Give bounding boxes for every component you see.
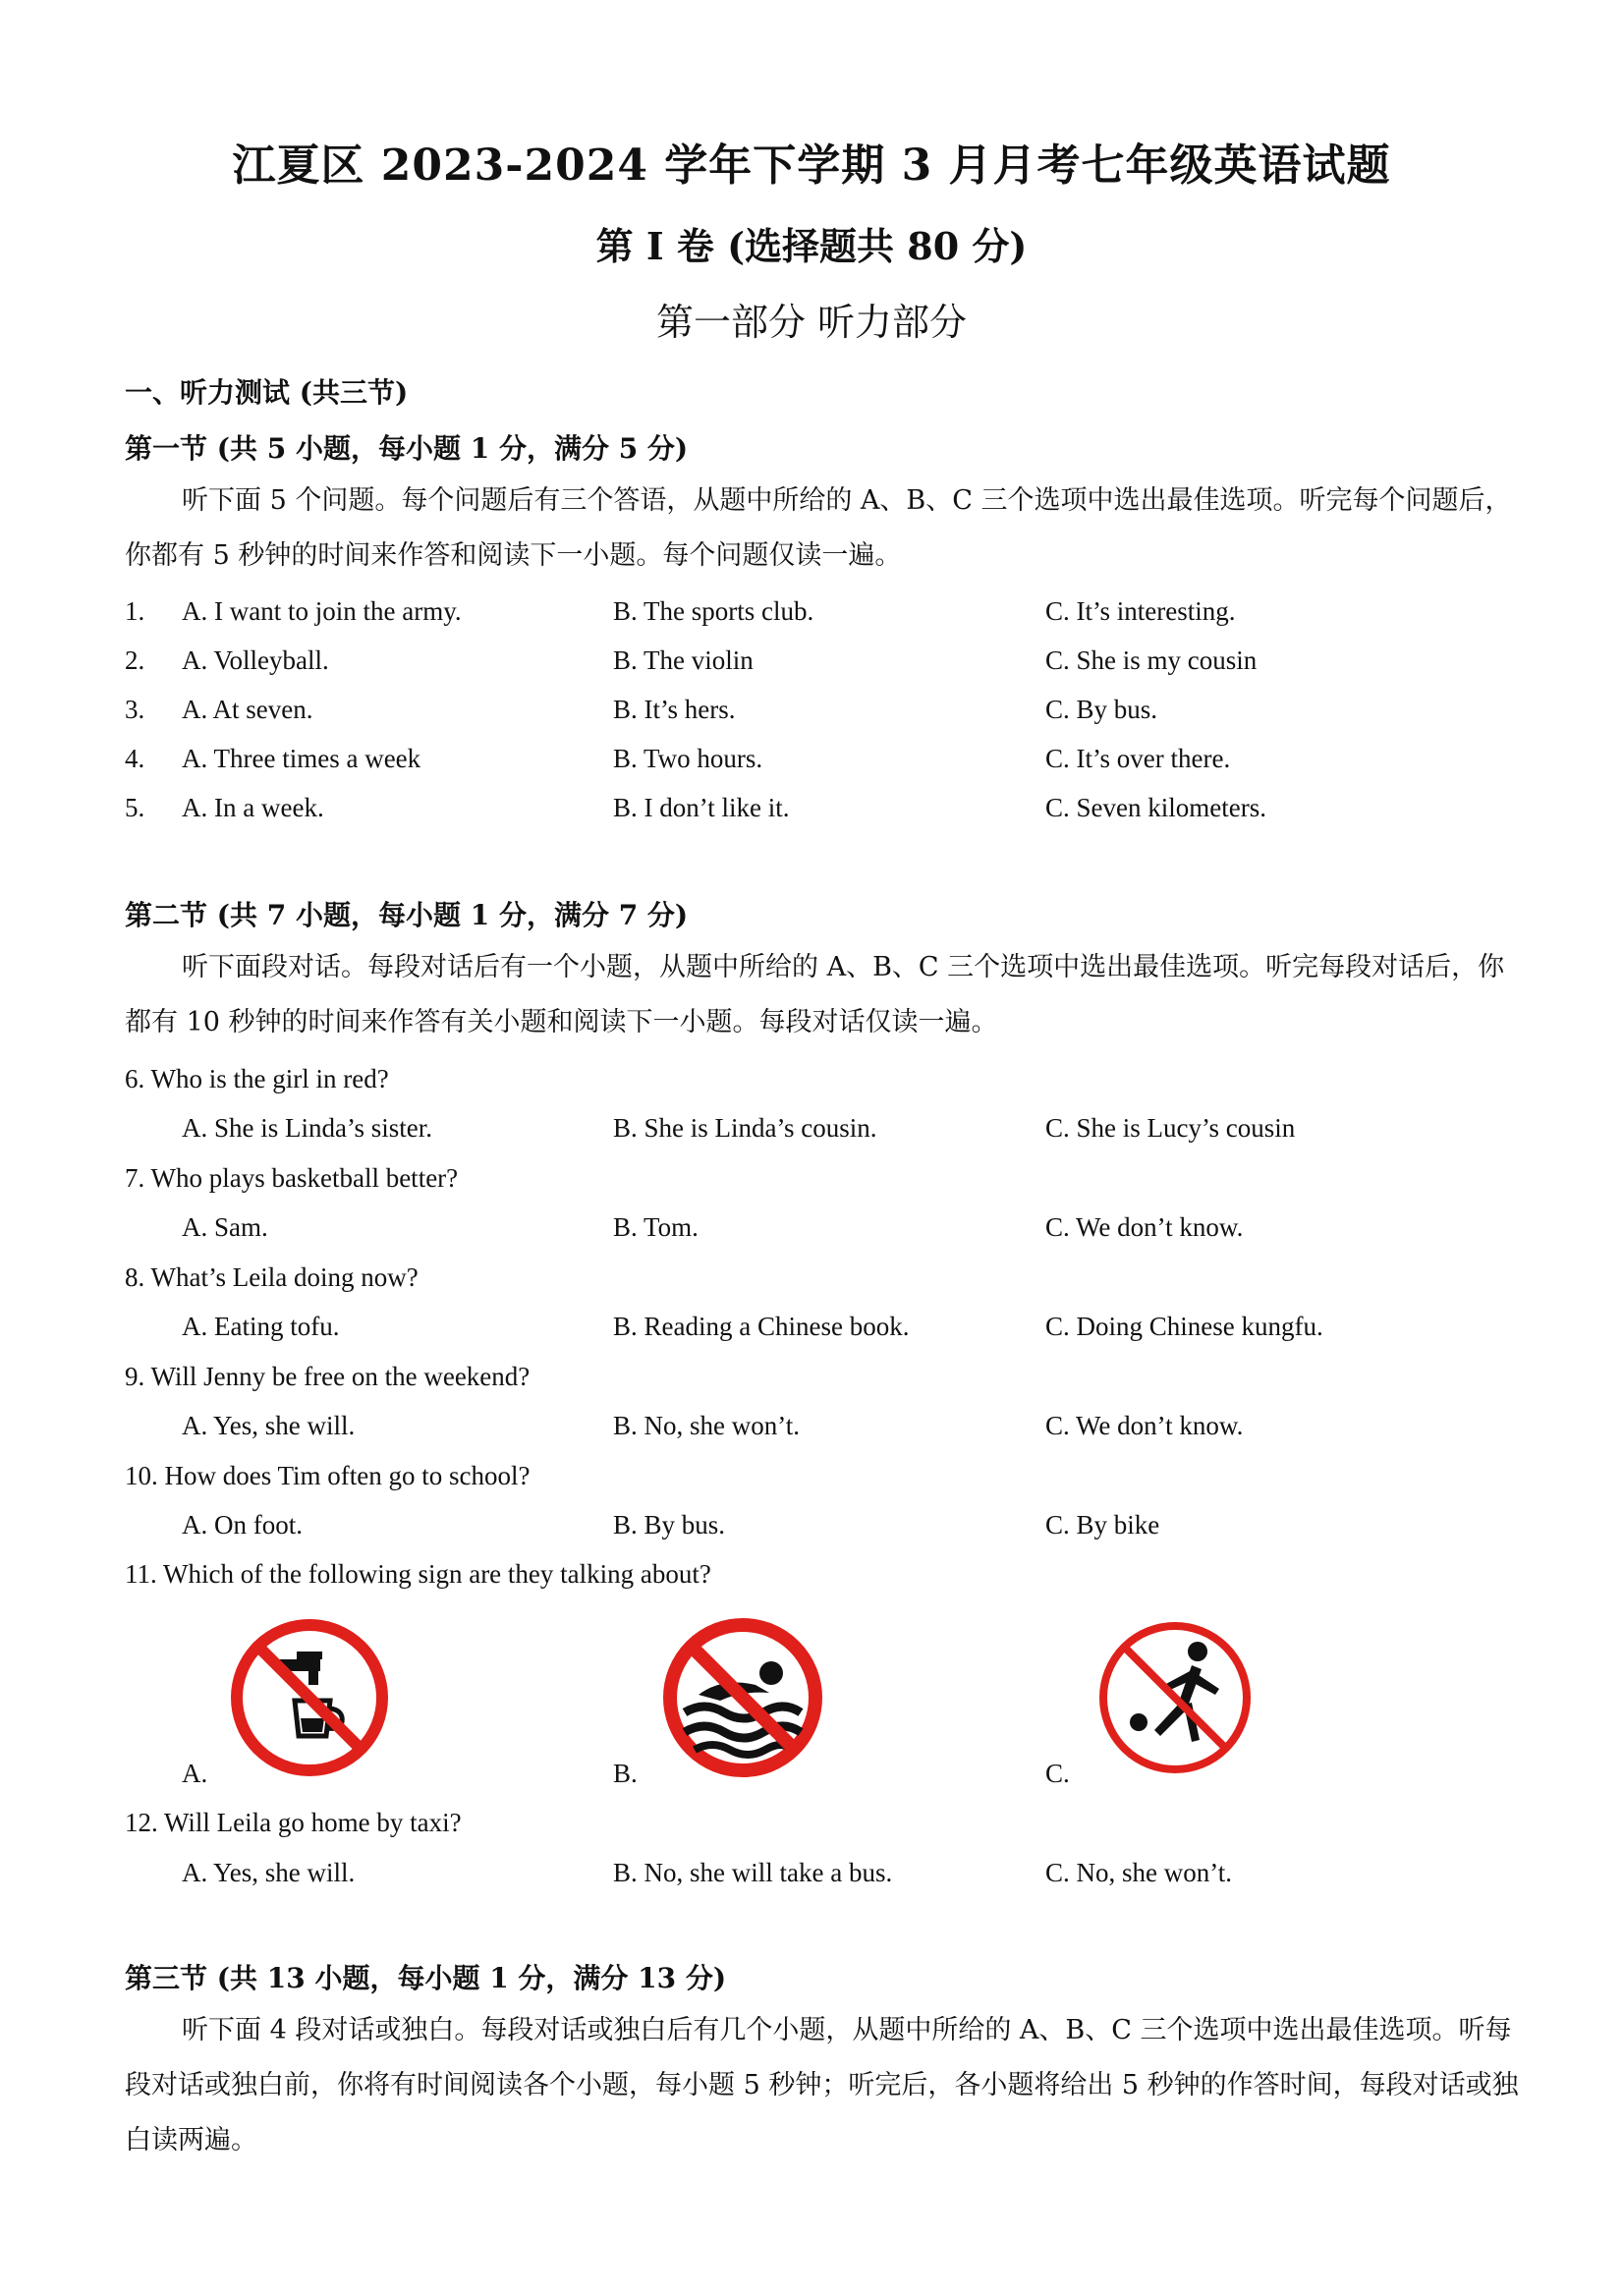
exam-title: 江夏区 2023-2024 学年下学期 3 月月考七年级英语试题	[232, 140, 1391, 191]
option-b: B. No, she will take a bus.	[613, 1858, 893, 1887]
option-c: C. It’s interesting.	[1045, 596, 1236, 626]
question-number: 5.	[125, 793, 145, 822]
no-swimming-sign	[661, 1616, 824, 1779]
question-row-3	[0, 695, 1623, 734]
options-12	[0, 1858, 1623, 1897]
section2-heading: 第二节 (共 7 小题，每小题 1 分，满分 7 分)	[125, 899, 689, 931]
options-6	[0, 1113, 1623, 1152]
question-row-2	[0, 645, 1623, 685]
option-a: A. Yes, she will.	[182, 1858, 356, 1887]
option-c: C. It’s over there.	[1045, 744, 1231, 773]
question-row-1	[0, 596, 1623, 636]
no-ball-games-sign	[1093, 1616, 1257, 1779]
section3-instructions-text: 听下面 4 段对话或独白。每段对话或独白后有几个小题，从题中所给的 A、B、C 三个选项中选出最佳选项。听每段对话或独白前，你将有时间阅读各个小题，每小题 5 秒钟；听完后，各小题将给出 5 秒钟的作答时间，每段对话或独白读两遍。	[125, 2015, 1519, 2156]
option-b: B. I don’t like it.	[613, 793, 790, 822]
option-c: C. No, she won’t.	[1045, 1858, 1233, 1887]
section3-heading: 第三节 (共 13 小题，每小题 1 分，满分 13 分)	[125, 1962, 727, 1994]
section3-instructions	[125, 2003, 1520, 2168]
option-a: A. Three times a week	[182, 744, 421, 773]
question-number: 2.	[125, 645, 145, 675]
option-a: A. In a week.	[182, 793, 324, 822]
section1-heading: 第一节 (共 5 小题，每小题 1 分，满分 5 分)	[125, 432, 689, 465]
option-b: B. The sports club.	[613, 596, 814, 626]
option-a: A.	[182, 1759, 208, 1788]
option-c: C. By bus.	[1045, 695, 1158, 724]
section-heading: 一、听力测试 (共三节)	[125, 376, 409, 409]
option-a: A. Volleyball.	[182, 645, 329, 675]
option-b: B. It’s hers.	[613, 695, 736, 724]
question-number: 3.	[125, 695, 145, 724]
option-b: B. Tom.	[613, 1212, 699, 1242]
options-7	[0, 1212, 1623, 1252]
option-c: C. Doing Chinese kungfu.	[1045, 1312, 1323, 1341]
options-9	[0, 1411, 1623, 1450]
option-a: A. At seven.	[182, 695, 313, 724]
option-a: A. Eating tofu.	[182, 1312, 340, 1341]
options-8	[0, 1312, 1623, 1351]
option-a: A. On foot.	[182, 1510, 303, 1540]
section2-instructions	[125, 940, 1520, 1050]
question-7: 7. Who plays basketball better?	[125, 1163, 459, 1193]
part-title: 第一部分 听力部分	[655, 301, 968, 344]
question-12: 12. Will Leila go home by taxi?	[125, 1808, 462, 1837]
option-b: B. The violin	[613, 645, 754, 675]
question-6: 6. Who is the girl in red?	[125, 1064, 389, 1093]
option-c: C. We don’t know.	[1045, 1212, 1244, 1242]
question-9: 9. Will Jenny be free on the weekend?	[125, 1362, 531, 1391]
option-a: A. She is Linda’s sister.	[182, 1113, 432, 1143]
question-number: 1.	[125, 596, 145, 626]
options-10	[0, 1510, 1623, 1549]
volume-title: 第 I 卷 (选择题共 80 分)	[595, 224, 1028, 268]
question-number: 4.	[125, 744, 145, 773]
option-c: C. Seven kilometers.	[1045, 793, 1266, 822]
option-b: B. Two hours.	[613, 744, 763, 773]
options-11	[0, 1759, 1623, 1798]
option-b: B. She is Linda’s cousin.	[613, 1113, 877, 1143]
option-a: A. I want to join the army.	[182, 596, 462, 626]
section1-instructions	[125, 474, 1520, 584]
option-b: B.	[613, 1759, 638, 1788]
question-row-4	[0, 744, 1623, 783]
option-a: A. Sam.	[182, 1212, 268, 1242]
question-11: 11. Which of the following sign are they talking about?	[125, 1559, 711, 1589]
question-row-5	[0, 793, 1623, 832]
no-drinking-water-sign	[228, 1616, 391, 1779]
section2-instructions-text: 听下面段对话。每段对话后有一个小题，从题中所给的 A、B、C 三个选项中选出最佳选项。听完每段对话后，你都有 10 秒钟的时间来作答有关小题和阅读下一小题。每段对话仅读一遍。	[125, 952, 1505, 1037]
question-10: 10. How does Tim often go to school?	[125, 1461, 531, 1490]
option-b: B. By bus.	[613, 1510, 726, 1540]
option-b: B. Reading a Chinese book.	[613, 1312, 910, 1341]
option-a: A. Yes, she will.	[182, 1411, 356, 1440]
option-c: C. By bike	[1045, 1510, 1160, 1540]
option-c: C. We don’t know.	[1045, 1411, 1244, 1440]
option-c: C.	[1045, 1759, 1070, 1788]
section1-instructions-text: 听下面 5 个问题。每个问题后有三个答语，从题中所给的 A、B、C 三个选项中选出最佳选项。听完每个问题后，你都有 5 秒钟的时间来作答和阅读下一小题。每个问题仅读一遍。	[125, 485, 1512, 571]
option-b: B. No, she won’t.	[613, 1411, 801, 1440]
option-c: C. She is Lucy’s cousin	[1045, 1113, 1296, 1143]
question-8: 8. What’s Leila doing now?	[125, 1262, 419, 1292]
option-c: C. She is my cousin	[1045, 645, 1258, 675]
